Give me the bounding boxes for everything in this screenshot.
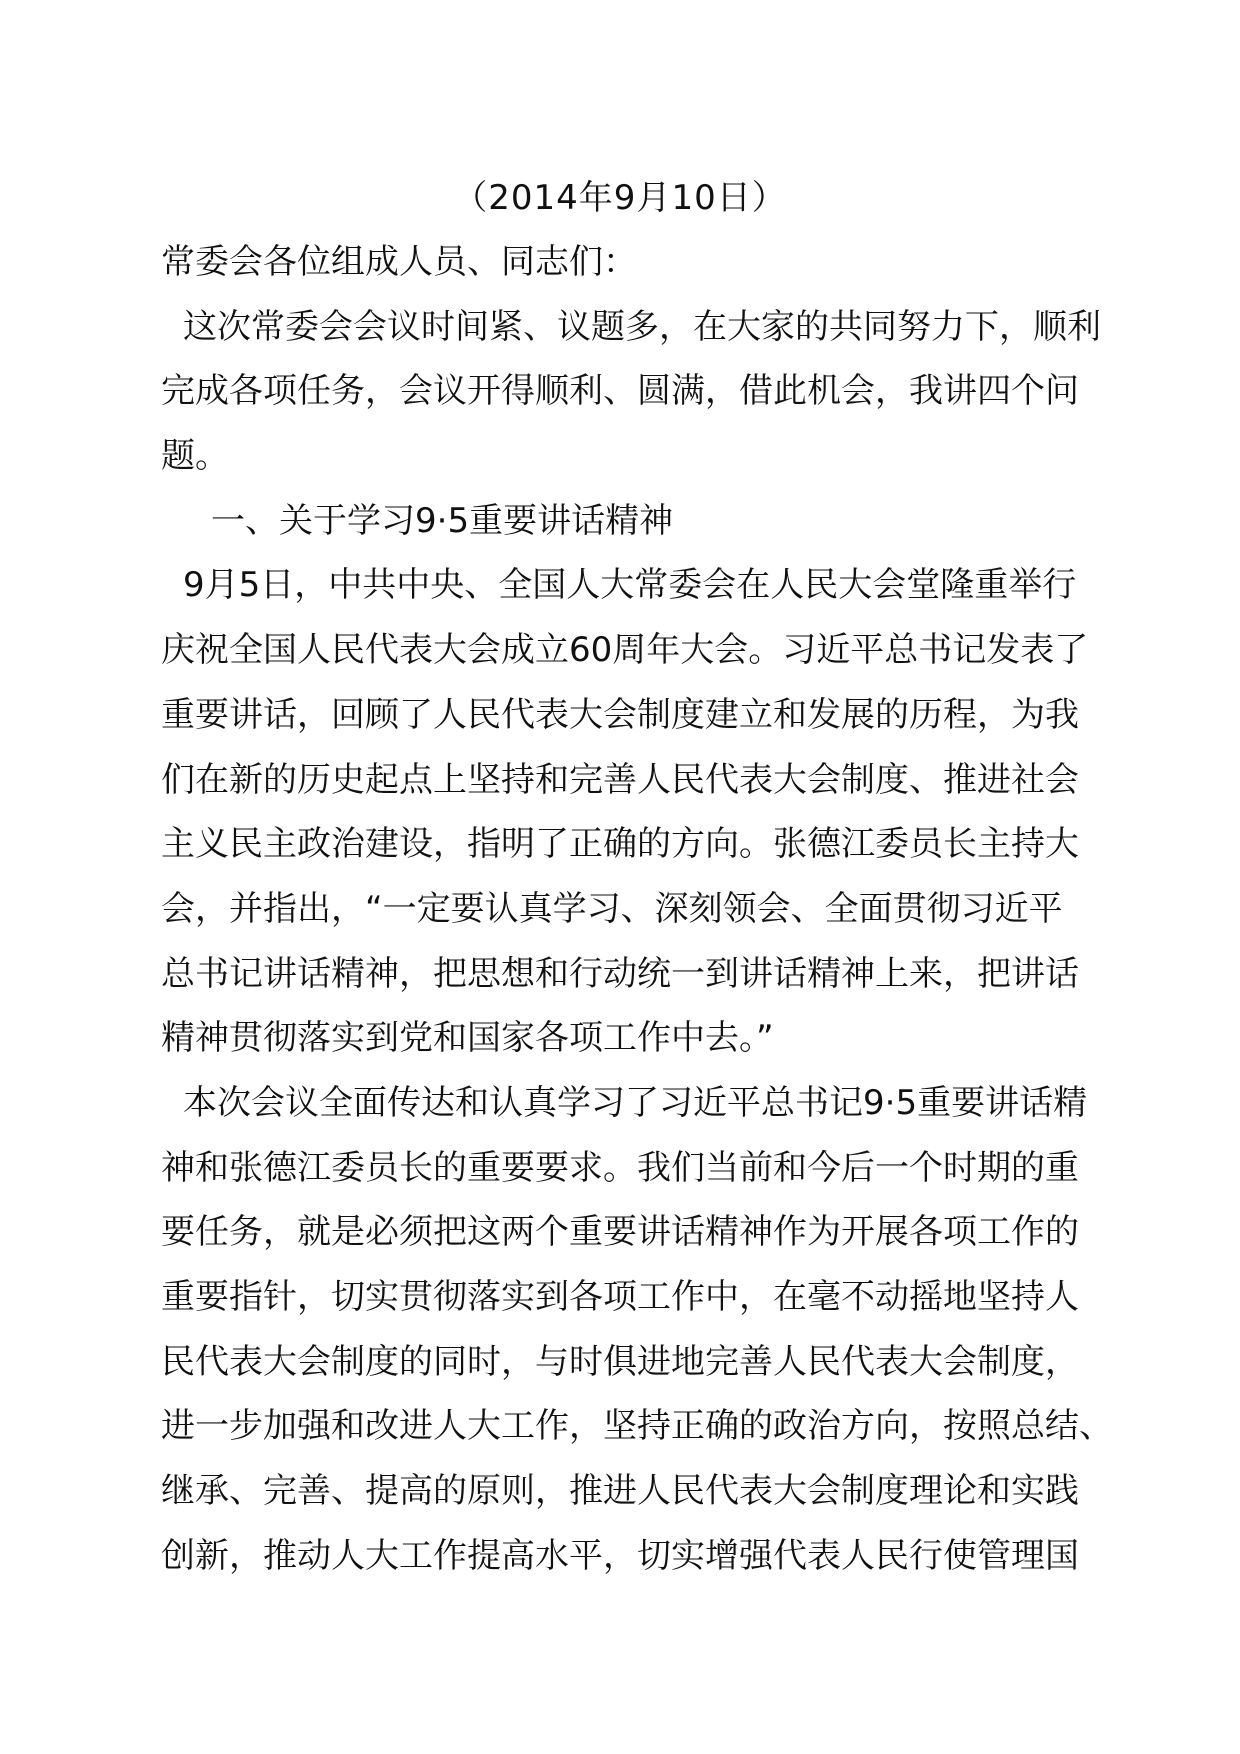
text-line: 一、关于学习9·5重要讲话精神: [211, 500, 674, 541]
text-line: 精神贯彻落实到党和国家各项工作中去。”: [161, 1018, 774, 1059]
text-line: 主义民主政治建设，指明了正确的方向。张德江委员长主持大: [161, 824, 1079, 865]
text-line: 神和张德江委员长的重要要求。我们当前和今后一个时期的重: [161, 1147, 1079, 1188]
text-line: 总书记讲话精神，把思想和行动统一到讲话精神上来，把讲话: [161, 953, 1079, 994]
text-line: 会，并指出，“一定要认真学习、深刻领会、全面贯彻习近平: [161, 888, 1063, 929]
text-line: 常委会各位组成人员、同志们：: [161, 242, 637, 282]
text-line: 创新，推动人大工作提高水平，切实增强代表人民行使管理国: [161, 1535, 1079, 1576]
text-line: 重要讲话，回顾了人民代表大会制度建立和发展的历程，为我: [161, 694, 1079, 735]
text-line: 要任务，就是必须把这两个重要讲话精神作为开展各项工作的: [161, 1212, 1079, 1253]
text-line: 9月5日，中共中央、全国人大常委会在人民大会堂隆重举行: [183, 565, 1077, 606]
text-line: 重要指针，切实贯彻落实到各项工作中，在毫不动摇地坚持人: [161, 1277, 1079, 1317]
text-line: 题。: [161, 436, 229, 477]
text-line: 本次会议全面传达和认真学习了习近平总书记9·5重要讲话精: [183, 1082, 1088, 1123]
text-line: 们在新的历史起点上坚持和完善人民代表大会制度、推进社会: [161, 759, 1079, 800]
document-body: [161, 230, 1121, 1588]
text-line: 庆祝全国人民代表大会成立60周年大会。习近平总书记发表了: [161, 630, 1089, 671]
text-line: 进一步加强和改进人大工作，坚持正确的政治方向，按照总结、: [161, 1406, 1113, 1447]
date-line: （2014年9月10日）: [453, 178, 787, 218]
text-line: 继承、完善、提高的原则，推进人民代表大会制度理论和实践: [161, 1471, 1079, 1512]
text-line: 这次常委会会议时间紧、议题多，在大家的共同努力下，顺利: [183, 306, 1101, 347]
text-line: 民代表大会制度的同时，与时俱进地完善人民代表大会制度，: [161, 1341, 1079, 1382]
text-line: 完成各项任务，会议开得顺利、圆满，借此机会，我讲四个问: [161, 371, 1079, 412]
